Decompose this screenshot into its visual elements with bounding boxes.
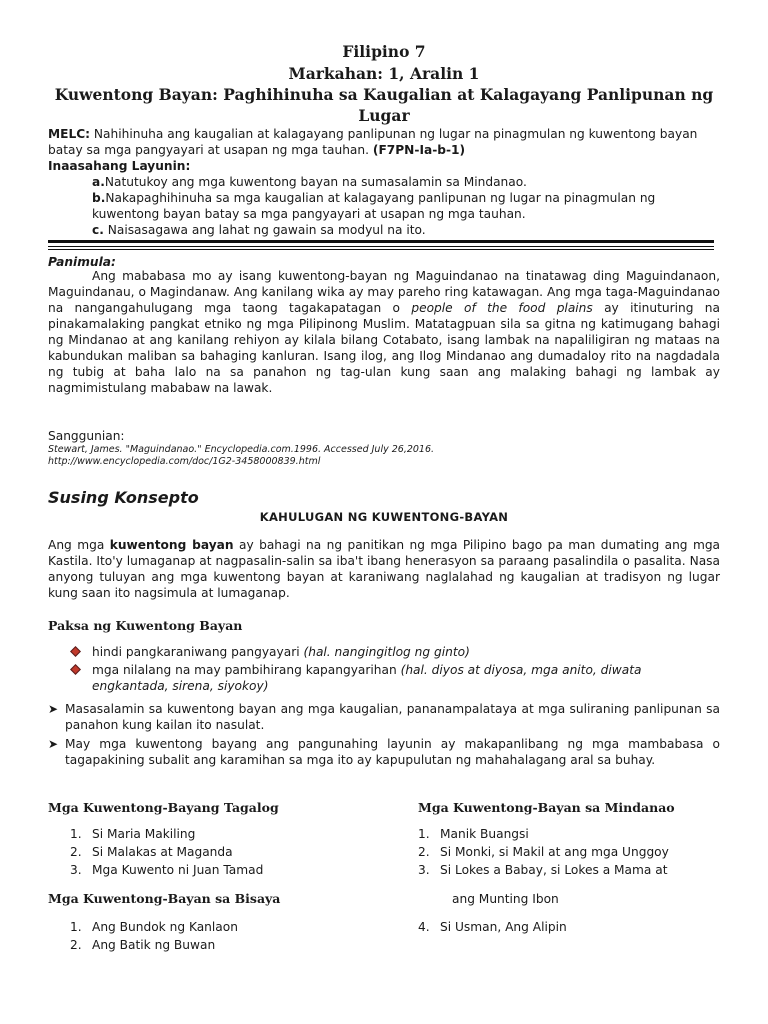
reference-url: http://www.encyclopedia.com/doc/1G2-3458000839.html	[48, 456, 321, 467]
bisaya-heading: Mga Kuwentong-Bayan sa Bisaya	[48, 891, 281, 906]
list-number: 3.	[418, 863, 430, 877]
sanggunian-label: Sanggunian:	[48, 429, 125, 443]
bullet-text: hindi pangkaraniwang pangyayari	[92, 645, 300, 659]
list-item	[418, 862, 669, 880]
objective-text: Natutukoy ang mga kuwentong bayan na sumasalamin sa Mindanao.	[104, 175, 527, 189]
objective-text: Nakapaghihinuha sa mga kaugalian at kalagayang panlipunan ng lugar na pinagmulan ng kuwentong bayan batay sa mga pangyayari at usapan ng mga tauhan.	[92, 191, 656, 221]
list-item	[70, 826, 263, 844]
list-text: Ang Bundok ng Kanlaon	[92, 920, 238, 934]
divider-thick	[48, 240, 714, 243]
diamond-bullet-icon	[70, 664, 81, 675]
objectives-list	[92, 174, 718, 238]
list-number: 3.	[70, 863, 82, 877]
list-text: Mga Kuwento ni Juan Tamad	[92, 863, 264, 877]
list-number: 2.	[418, 845, 430, 859]
objectives-label: Inaasahang Layunin:	[48, 159, 191, 173]
list-item	[70, 919, 238, 937]
reference-citation: Stewart, James. "Maguindanao." Encyclopedia.com.1996. Accessed July 26,2016.	[48, 444, 435, 455]
quarter-title: Markahan: 1, Aralin 1	[288, 64, 480, 83]
objective-b	[92, 190, 718, 222]
bisaya-list	[70, 919, 238, 955]
melc-text: Nahihinuha ang kaugalian at kalagayang panlipunan ng lugar na pinagmulan ng kuwentong bayan batay sa mga pangyayari at usapan ng mga tauhan.	[48, 127, 698, 157]
list-item	[70, 844, 263, 862]
intro-bold-term: kuwentong bayan	[109, 538, 234, 552]
intro-prefix: Ang mga	[48, 538, 105, 552]
list-number: 4.	[418, 920, 430, 934]
list-text: Manik Buangsi	[440, 827, 529, 841]
list-text: Si Maria Makiling	[92, 827, 196, 841]
list-text: Si Malakas at Maganda	[92, 845, 233, 859]
diamond-bullet-icon	[70, 646, 81, 657]
melc-code: (F7PN-Ia-b-1)	[372, 143, 466, 157]
mindanao-heading: Mga Kuwentong-Bayan sa Mindanao	[418, 800, 675, 815]
list-text: Si Lokes a Babay, si Lokes a Mama at	[440, 863, 668, 877]
list-item	[70, 862, 263, 880]
bullet-example: (hal. diyos at diyosa, mga anito, diwata engkantada, sirena, siyokoy)	[92, 663, 642, 693]
arrow-bullet-icon: ➤	[48, 702, 59, 716]
melc-paragraph	[48, 126, 720, 158]
objective-letter: c.	[92, 223, 104, 237]
list-number: 2.	[70, 938, 82, 952]
objective-c	[92, 222, 718, 238]
list-number: 1.	[70, 920, 82, 934]
panimula-paragraph	[48, 268, 720, 396]
subject-title: Filipino 7	[342, 42, 426, 61]
paksa-heading: Paksa ng Kuwentong Bayan	[48, 618, 243, 633]
mindanao-continuation: ang Munting Ibon	[452, 892, 559, 906]
susing-konsepto-heading: Susing Konsepto	[48, 488, 199, 507]
objective-letter: a.	[92, 175, 105, 189]
arrow-text: Masasalamin sa kuwentong bayan ang mga kaugalian, pananampalataya at mga suliraning panlipunan sa panahon kung kailan ito nasulat.	[65, 702, 720, 732]
panimula-italic: people of the food plains	[411, 301, 593, 315]
objective-a	[92, 174, 718, 190]
mindanao-item-4	[418, 919, 567, 935]
arrow-bullet-icon: ➤	[48, 737, 59, 751]
melc-label: MELC:	[48, 127, 91, 141]
tagalog-heading: Mga Kuwentong-Bayang Tagalog	[48, 800, 279, 815]
bullet-example: (hal. nangingitlog ng ginto)	[303, 645, 470, 659]
kahulugan-subheading: KAHULUGAN NG KUWENTONG-BAYAN	[259, 510, 509, 524]
mindanao-list	[418, 826, 669, 880]
list-number: 1.	[418, 827, 430, 841]
objective-letter: b.	[92, 191, 106, 205]
divider-thin	[48, 246, 714, 247]
divider-thin-lower	[48, 249, 714, 250]
tagalog-list	[70, 826, 263, 880]
panimula-text-1: Ang mababasa mo ay isang kuwentong-bayan ng Maguindanao na tinatawag ding Maguindanaon, Maguindanau, o Magindanaw. Ang kanilang wika ay may pareho ring katawagan. Ang mga taga-Maguindanao na nangangahulugang mga taong tagakapatagan o	[48, 269, 720, 315]
arrow-text: May mga kuwentong bayang ang pangunahing layunin ay makapanlibang ng mga mambabasa o tagapakining subalit ang karamihan sa mga ito ay kapupulutan ng mahahalagang aral sa buhay.	[65, 737, 720, 767]
list-item	[70, 937, 238, 955]
list-text: Si Monki, si Makil at ang mga Unggoy	[440, 845, 669, 859]
list-number: 1.	[70, 827, 82, 841]
panimula-text-2: ay itinuturing na pinakamalaking pangkat etniko ng mga Pilipinong Muslim. Matatagpuan sila sa gitna ng katimugang bahagi ng Mindanao at ang kanilang rehiyon ay kilala bilang Cotabato, isang lambak na napaliligiran ng mataas na kabundukan maliban sa bahaging kanluran. Isang ilog, ang Ilog Mindanao ang dumadaloy rito na nagdadala ng tubig at baha lalo na sa panahon ng tag-ulan kung saan ang malaking bahagi ng lambak ay nagmimistulang mababaw na lawak.	[48, 301, 721, 395]
lesson-title: Kuwentong Bayan: Paghihinuha sa Kaugalian at Kalagayang Panlipunan ng Lugar	[54, 85, 714, 125]
objective-text: Naisasagawa ang lahat ng gawain sa modyul na ito.	[107, 223, 426, 237]
list-item	[418, 844, 669, 862]
list-number: 2.	[70, 845, 82, 859]
bullet-text: mga nilalang na may pambihirang kapangyarihan	[92, 663, 397, 677]
kahulugan-paragraph	[48, 537, 720, 601]
panimula-label: Panimula:	[48, 255, 116, 269]
list-text: Si Usman, Ang Alipin	[440, 920, 567, 934]
list-item	[418, 826, 669, 844]
intro-rest: ay bahagi na ng panitikan ng mga Pilipino bago pa man dumating ang mga Kastila. Ito'y lumaganap at nagpasalin-salin sa iba't ibang henerasyon sa paraang pasalindila o pasalita. Nasa anyong tuluyan ang mga kuwentong bayan at karaniwang naglalahad ng kaugalian at tradisyon ng lugar kung saan ito nagsimula at lumaganap.	[48, 538, 721, 600]
list-text: Ang Batik ng Buwan	[92, 938, 216, 952]
